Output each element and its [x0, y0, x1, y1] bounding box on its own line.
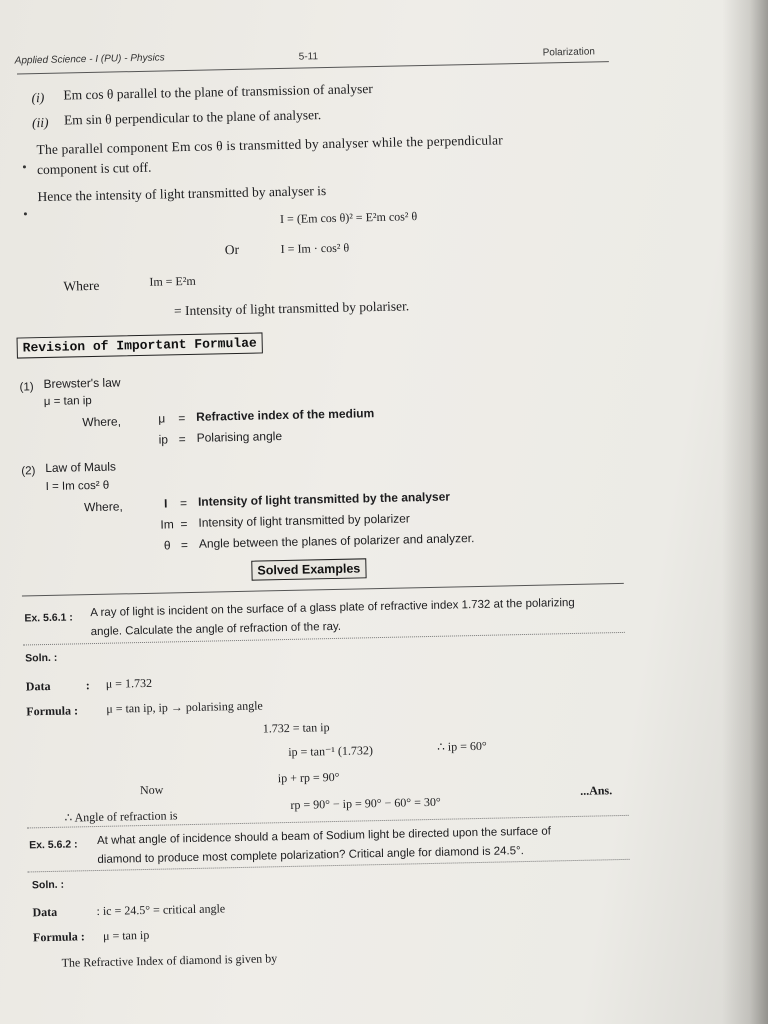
solved-examples-title: Solved Examples: [251, 558, 366, 580]
header-page-number: 5-11: [298, 51, 319, 63]
formula-2-where: Where,: [83, 499, 123, 515]
formula-1-def-1-text: Refractive index of the medium: [196, 406, 375, 424]
formula-2-number: (2): [21, 465, 36, 478]
formula-1-name: Brewster's law: [43, 375, 121, 392]
ex1-answer-mark: ...Ans.: [579, 783, 613, 798]
item-ii-text: Em sin θ perpendicular to the plane of analyser.: [63, 107, 322, 128]
formula-2-def-1-equals: =: [179, 496, 188, 511]
formula-1-def-1-equals: =: [178, 411, 186, 426]
ex1-data-value: μ = 1.732: [105, 675, 153, 691]
item-i-number: (i): [31, 89, 45, 106]
formula-2-def-3-equals: =: [180, 538, 189, 553]
ex2-label: Ex. 5.6.2 :: [29, 838, 78, 852]
revision-title: Revision of Important Formulae: [17, 332, 263, 358]
margin-dot: [23, 165, 26, 168]
ex1-angle-label: ∴ Angle of refraction is: [64, 808, 178, 825]
para1-line2: component is cut off.: [36, 159, 152, 178]
formula-2-def-1-symbol: I: [163, 496, 168, 511]
header-left: Applied Science - I (PU) - Physics: [14, 52, 165, 67]
ex2-question-line2: diamond to produce most complete polarization? Critical angle for diamond is 24.5°.: [97, 845, 525, 866]
para1-line1: The parallel component Em cos θ is transmitted by analyser while the perpendicular: [36, 132, 504, 158]
ex2-last-line: The Refractive Index of diamond is given by: [61, 951, 278, 970]
ex1-formula-label: Formula :: [26, 703, 79, 719]
ex1-step3: ip + rp = 90°: [277, 769, 340, 786]
formula-2-def-2-equals: =: [180, 517, 188, 532]
para2: Hence the intensity of light transmitted by analyser is: [37, 183, 327, 205]
section-rule: [22, 583, 624, 597]
ex2-data-label: Data: [32, 904, 58, 920]
where-label: Where: [63, 277, 100, 294]
ex1-step4: rp = 90° − ip = 90° − 60° = 30°: [290, 794, 441, 812]
formula-2-def-3-symbol: θ: [163, 538, 171, 553]
item-ii-number: (ii): [31, 114, 49, 131]
ex1-question-line2: angle. Calculate the angle of refraction of the ray.: [90, 620, 342, 639]
ex1-data-label: Data: [25, 678, 51, 694]
ex2-question-line1: At what angle of incidence should a beam of Sodium light be directed upon the surface of: [96, 825, 552, 847]
formula-2-def-2-symbol: Im: [160, 517, 174, 532]
margin-dot: [24, 212, 27, 215]
formula-2-equation: I = Im cos² θ: [45, 479, 110, 493]
or-label: Or: [224, 241, 240, 258]
ex1-step2-result: ∴ ip = 60°: [437, 738, 487, 754]
ex1-label: Ex. 5.6.1 :: [24, 611, 73, 625]
ex2-data-value: : ic = 24.5° = critical angle: [96, 901, 226, 919]
ex2-formula-value: μ = tan ip: [102, 927, 150, 943]
formula-1-def-1-symbol: μ: [158, 411, 166, 426]
ex1-now-label: Now: [139, 782, 164, 798]
formula-1-equation: μ = tan ip: [43, 395, 92, 409]
equation-3: Im = E²m: [149, 273, 196, 289]
equation-2: I = Im · cos² θ: [280, 240, 350, 257]
header-right: Polarization: [542, 46, 596, 59]
equation-3-description: = Intensity of light transmitted by polariser.: [173, 298, 410, 319]
ex1-data-colon: :: [85, 678, 90, 693]
ex1-soln: Soln. :: [25, 651, 58, 665]
formula-2-def-2-text: Intensity of light transmitted by polarizer: [198, 511, 410, 530]
ex1-step1: 1.732 = tan ip: [262, 720, 330, 736]
formula-1-where: Where,: [82, 414, 122, 430]
equation-1: I = (Em cos θ)² = E²m cos² θ: [279, 209, 418, 227]
ex2-formula-label: Formula :: [32, 929, 85, 945]
ex1-step2: ip = tan⁻¹ (1.732): [288, 743, 374, 759]
formula-1-def-2-symbol: ip: [158, 432, 169, 447]
formula-1-number: (1): [19, 381, 34, 394]
formula-1-def-2-text: Polarising angle: [196, 429, 283, 445]
ex1-question-line1: A ray of light is incident on the surface of a glass plate of refractive index 1.732 at the polarizing: [90, 596, 575, 620]
formula-2-def-3-text: Angle between the planes of polarizer and analyzer.: [198, 531, 475, 551]
formula-2-name: Law of Mauls: [45, 459, 117, 476]
item-i-text: Em cos θ parallel to the plane of transmission of analyser: [63, 81, 373, 103]
ex1-formula-value: μ = tan ip, ip → polarising angle: [106, 698, 263, 716]
formula-2-def-1-text: Intensity of light transmitted by the analyser: [197, 489, 451, 509]
ex2-soln: Soln. :: [31, 878, 65, 892]
formula-1-def-2-equals: =: [178, 432, 186, 447]
